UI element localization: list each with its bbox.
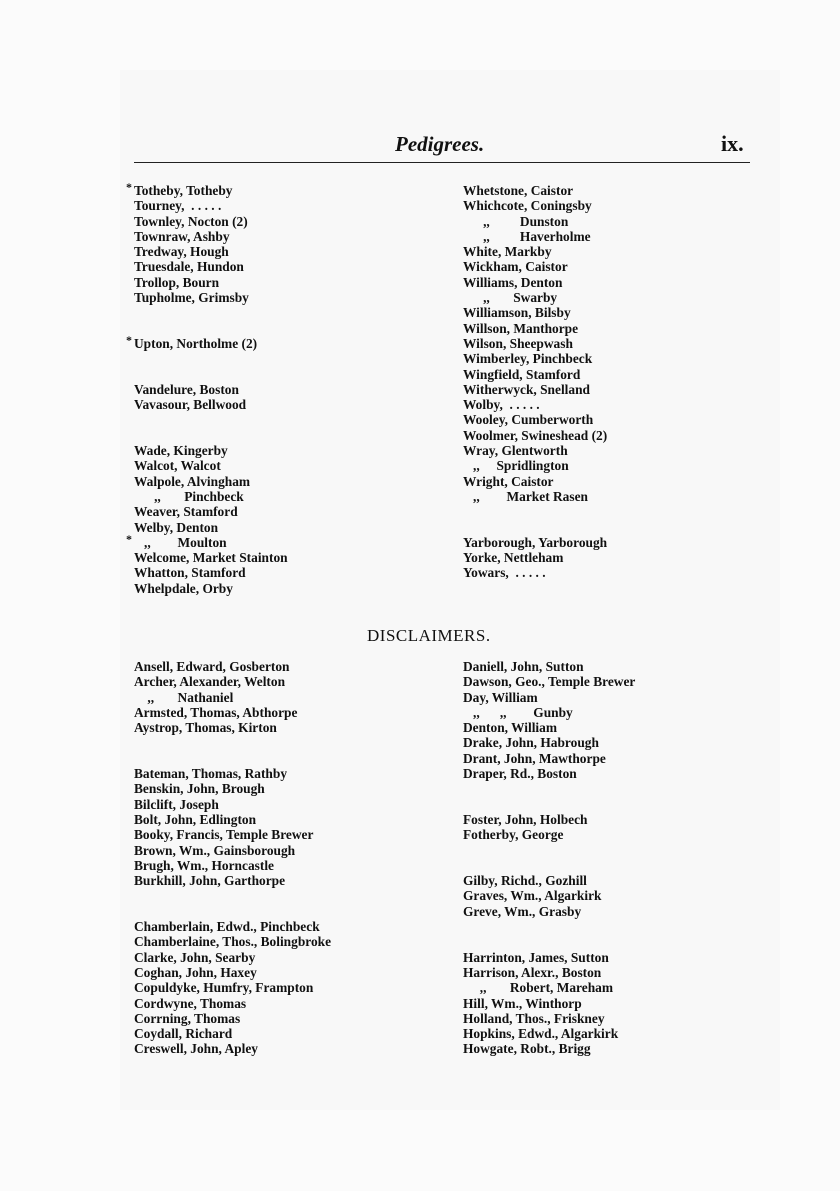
spacer xyxy=(134,321,288,336)
list-item xyxy=(463,827,635,842)
entry-text: Brown, Wm., Gainsborough xyxy=(134,842,296,858)
list-item xyxy=(463,965,635,980)
entry-text: Brugh, Wm., Horncastle xyxy=(134,857,274,873)
entry-text: Corrning, Thomas xyxy=(134,1010,241,1026)
entry-text: Coghan, John, Haxey xyxy=(134,964,257,980)
spacer xyxy=(134,305,288,320)
spacer xyxy=(463,520,607,535)
list-item xyxy=(134,443,288,458)
entry-text: Chamberlain, Edwd., Pinchbeck xyxy=(134,919,320,935)
list-item xyxy=(134,919,331,934)
spacer xyxy=(134,751,331,766)
entry-text: Trollop, Bourn xyxy=(134,274,220,290)
entry-text: Coydall, Richard xyxy=(134,1026,233,1042)
list-item xyxy=(134,690,331,705)
list-item xyxy=(463,565,607,580)
entry-text: Whichcote, Coningsby xyxy=(463,198,592,214)
list-item xyxy=(134,397,288,412)
spacer xyxy=(463,858,635,873)
entry-text: Wray, Glentworth xyxy=(463,443,568,459)
entry-text: Hill, Wm., Winthorp xyxy=(463,995,582,1011)
pedigrees-right-column xyxy=(463,183,607,581)
list-item xyxy=(126,180,288,198)
list-item xyxy=(134,934,331,949)
entry-text: Copuldyke, Humfry, Frampton xyxy=(134,980,314,996)
list-item xyxy=(134,198,288,213)
entry-text: Armsted, Thomas, Abthorpe xyxy=(134,704,298,720)
list-item xyxy=(463,229,607,244)
entry-text: Tredway, Hough xyxy=(134,244,229,260)
entry-text: Hopkins, Edwd., Algarkirk xyxy=(463,1026,619,1042)
entry-text: Wade, Kingerby xyxy=(134,443,228,459)
entry-text: Whatton, Stamford xyxy=(134,565,246,581)
list-item xyxy=(134,705,331,720)
list-item xyxy=(463,305,607,320)
entry-text: Harrinton, James, Sutton xyxy=(463,949,609,965)
list-item xyxy=(463,1041,635,1056)
entry-text: Wimberley, Pinchbeck xyxy=(463,351,593,367)
list-item xyxy=(463,183,607,198)
list-item xyxy=(134,504,288,519)
list-item xyxy=(463,550,607,565)
list-item xyxy=(134,965,331,980)
entry-text: Burkhill, John, Garthorpe xyxy=(134,873,286,889)
entry-text: White, Markby xyxy=(463,244,552,260)
list-item xyxy=(463,367,607,382)
list-item xyxy=(463,535,607,550)
header-rule xyxy=(134,162,750,163)
entry-text: Wooley, Cumberworth xyxy=(463,412,594,428)
list-item xyxy=(463,198,607,213)
entry-text: Townley, Nocton (2) xyxy=(134,213,248,229)
list-item xyxy=(463,397,607,412)
list-item xyxy=(134,843,331,858)
entry-text: ,, Moulton xyxy=(134,534,227,550)
list-item xyxy=(463,474,607,489)
list-item xyxy=(463,1026,635,1041)
entry-text: ,, Dunston xyxy=(463,213,569,229)
spacer xyxy=(463,504,607,519)
disclaimers-right-column xyxy=(463,659,635,1057)
entry-text: Wingfield, Stamford xyxy=(463,366,581,382)
spacer xyxy=(463,843,635,858)
entry-text: ,, Market Rasen xyxy=(463,488,588,504)
list-item xyxy=(134,565,288,580)
entry-text: Wilson, Sheepwash xyxy=(463,335,573,351)
entry-text: Clarke, John, Searby xyxy=(134,949,256,965)
list-item xyxy=(134,550,288,565)
list-item xyxy=(463,489,607,504)
list-item xyxy=(126,531,288,550)
entry-text: Graves, Wm., Algarkirk xyxy=(463,888,602,904)
entry-text: ,, Nathaniel xyxy=(134,689,234,705)
entry-text: Benskin, John, Brough xyxy=(134,781,265,797)
entry-text: ,, Swarby xyxy=(463,290,558,306)
list-item xyxy=(134,290,288,305)
entry-text: ,, Haverholme xyxy=(463,228,591,244)
list-item xyxy=(463,996,635,1011)
entry-text: Foster, John, Holbech xyxy=(463,811,588,827)
entry-text: Creswell, John, Apley xyxy=(134,1041,258,1057)
entry-text: Walpole, Alvingham xyxy=(134,473,251,489)
entry-text: Vavasour, Bellwood xyxy=(134,397,247,413)
spacer xyxy=(134,904,331,919)
entry-text: Yarborough, Yarborough xyxy=(463,534,608,550)
list-item xyxy=(134,766,331,781)
list-item xyxy=(134,781,331,796)
entry-text: Upton, Northolme (2) xyxy=(134,335,258,351)
spacer xyxy=(463,934,635,949)
list-item xyxy=(126,332,288,351)
list-item xyxy=(134,259,288,274)
asterisk-mark: * xyxy=(126,531,132,546)
entry-text: Greve, Wm., Grasby xyxy=(463,903,582,919)
entry-text: Cordwyne, Thomas xyxy=(134,995,247,1011)
entry-text: Bateman, Thomas, Rathby xyxy=(134,766,288,782)
entry-text: ,, Spridlington xyxy=(463,458,569,474)
list-item xyxy=(463,690,635,705)
entry-text: Welby, Denton xyxy=(134,519,219,535)
entry-text: Williams, Denton xyxy=(463,274,563,290)
disclaimers-left-column xyxy=(134,659,331,1057)
entry-text: Tupholme, Grimsby xyxy=(134,290,249,306)
entry-text: Whetstone, Caistor xyxy=(463,183,574,198)
entry-text: Day, William xyxy=(463,689,538,705)
list-item xyxy=(463,428,607,443)
list-item xyxy=(134,1026,331,1041)
list-item xyxy=(134,827,331,842)
asterisk-mark: * xyxy=(126,332,132,347)
list-item xyxy=(463,766,635,781)
entry-text: Draper, Rd., Boston xyxy=(463,766,577,782)
spacer xyxy=(134,735,331,750)
list-item xyxy=(463,214,607,229)
list-item xyxy=(134,214,288,229)
entry-text: Walcot, Walcot xyxy=(134,458,221,474)
entry-text: Gilby, Richd., Gozhill xyxy=(463,873,587,889)
entry-text: ,, Robert, Mareham xyxy=(463,980,613,996)
list-item xyxy=(463,244,607,259)
entry-text: Willson, Manthorpe xyxy=(463,320,579,336)
entry-text: Whelpdale, Orby xyxy=(134,580,233,596)
list-item xyxy=(134,812,331,827)
disclaimers-heading: DISCLAIMERS. xyxy=(367,626,491,645)
list-item xyxy=(463,1011,635,1026)
list-item xyxy=(463,674,635,689)
list-item xyxy=(134,458,288,473)
list-item xyxy=(463,458,607,473)
list-item xyxy=(134,980,331,995)
list-item xyxy=(463,290,607,305)
list-item xyxy=(463,720,635,735)
entry-text: Vandelure, Boston xyxy=(134,381,239,397)
entry-text: Woolmer, Swineshead (2) xyxy=(463,427,608,443)
entry-text: Yorke, Nettleham xyxy=(463,550,564,566)
entry-text: Drant, John, Mawthorpe xyxy=(463,750,606,766)
list-item xyxy=(134,244,288,259)
entry-text: Witherwyck, Snelland xyxy=(463,381,590,397)
entry-text: Aystrop, Thomas, Kirton xyxy=(134,720,277,736)
list-item xyxy=(463,321,607,336)
list-item xyxy=(134,474,288,489)
entry-text: Wickham, Caistor xyxy=(463,259,568,275)
list-item xyxy=(134,996,331,1011)
entry-text: Bilclift, Joseph xyxy=(134,796,219,812)
entry-text: Denton, William xyxy=(463,720,557,736)
entry-text: Yowars, . . . . . xyxy=(463,565,546,581)
list-item xyxy=(463,751,635,766)
list-item xyxy=(463,336,607,351)
list-item xyxy=(134,950,331,965)
entry-text: Weaver, Stamford xyxy=(134,504,238,520)
list-item xyxy=(463,412,607,427)
entry-text: Drake, John, Habrough xyxy=(463,735,599,751)
list-item xyxy=(134,382,288,397)
entry-text: Archer, Alexander, Welton xyxy=(134,674,286,690)
spacer xyxy=(134,888,331,903)
list-item xyxy=(463,888,635,903)
list-item xyxy=(134,581,288,596)
spacer xyxy=(463,797,635,812)
entry-text: Wolby, . . . . . xyxy=(463,397,540,413)
entry-text: Holland, Thos., Friskney xyxy=(463,1010,605,1026)
list-item xyxy=(134,720,331,735)
entry-text: Truesdale, Hundon xyxy=(134,259,244,275)
list-item xyxy=(463,351,607,366)
spacer xyxy=(134,351,288,366)
entry-text: Welcome, Market Stainton xyxy=(134,550,288,566)
list-item xyxy=(463,705,635,720)
entry-text: Harrison, Alexr., Boston xyxy=(463,964,602,980)
entry-text: Howgate, Robt., Brigg xyxy=(463,1041,591,1057)
spacer xyxy=(134,412,288,427)
page-title: Pedigrees. xyxy=(395,132,485,156)
list-item xyxy=(463,812,635,827)
list-item xyxy=(463,659,635,674)
page-number: ix. xyxy=(721,131,744,156)
list-item xyxy=(134,873,331,888)
pedigrees-left-column xyxy=(126,180,288,596)
list-item xyxy=(134,659,331,674)
entry-text: Williamson, Bilsby xyxy=(463,305,571,321)
spacer xyxy=(463,781,635,796)
list-item xyxy=(463,382,607,397)
list-item xyxy=(134,520,288,535)
entry-text: ,, Pinchbeck xyxy=(134,488,244,504)
entry-text: Chamberlaine, Thos., Bolingbroke xyxy=(134,934,332,950)
entry-text: Townraw, Ashby xyxy=(134,228,230,244)
list-item xyxy=(134,674,331,689)
spacer xyxy=(463,919,635,934)
entry-text: Totheby, Totheby xyxy=(134,183,233,198)
list-item xyxy=(134,858,331,873)
entry-text: Booky, Francis, Temple Brewer xyxy=(134,827,314,843)
spacer xyxy=(134,428,288,443)
list-item xyxy=(463,873,635,888)
list-item xyxy=(134,489,288,504)
entry-text: Ansell, Edward, Gosberton xyxy=(134,659,290,674)
list-item xyxy=(463,259,607,274)
list-item xyxy=(134,275,288,290)
list-item xyxy=(463,950,635,965)
spacer xyxy=(134,367,288,382)
list-item xyxy=(463,735,635,750)
entry-text: Fotherby, George xyxy=(463,827,564,843)
entry-text: Wright, Caistor xyxy=(463,473,554,489)
entry-text: Tourney, . . . . . xyxy=(134,198,222,214)
list-item xyxy=(134,797,331,812)
list-item xyxy=(134,229,288,244)
entry-text: Dawson, Geo., Temple Brewer xyxy=(463,674,636,690)
entry-text: ,, ,, Gunby xyxy=(463,704,573,720)
entry-text: Daniell, John, Sutton xyxy=(463,659,584,674)
list-item xyxy=(463,980,635,995)
asterisk-mark: * xyxy=(126,180,132,194)
list-item xyxy=(134,1011,331,1026)
list-item xyxy=(134,1041,331,1056)
list-item xyxy=(463,275,607,290)
list-item xyxy=(463,904,635,919)
entry-text: Bolt, John, Edlington xyxy=(134,811,257,827)
list-item xyxy=(463,443,607,458)
